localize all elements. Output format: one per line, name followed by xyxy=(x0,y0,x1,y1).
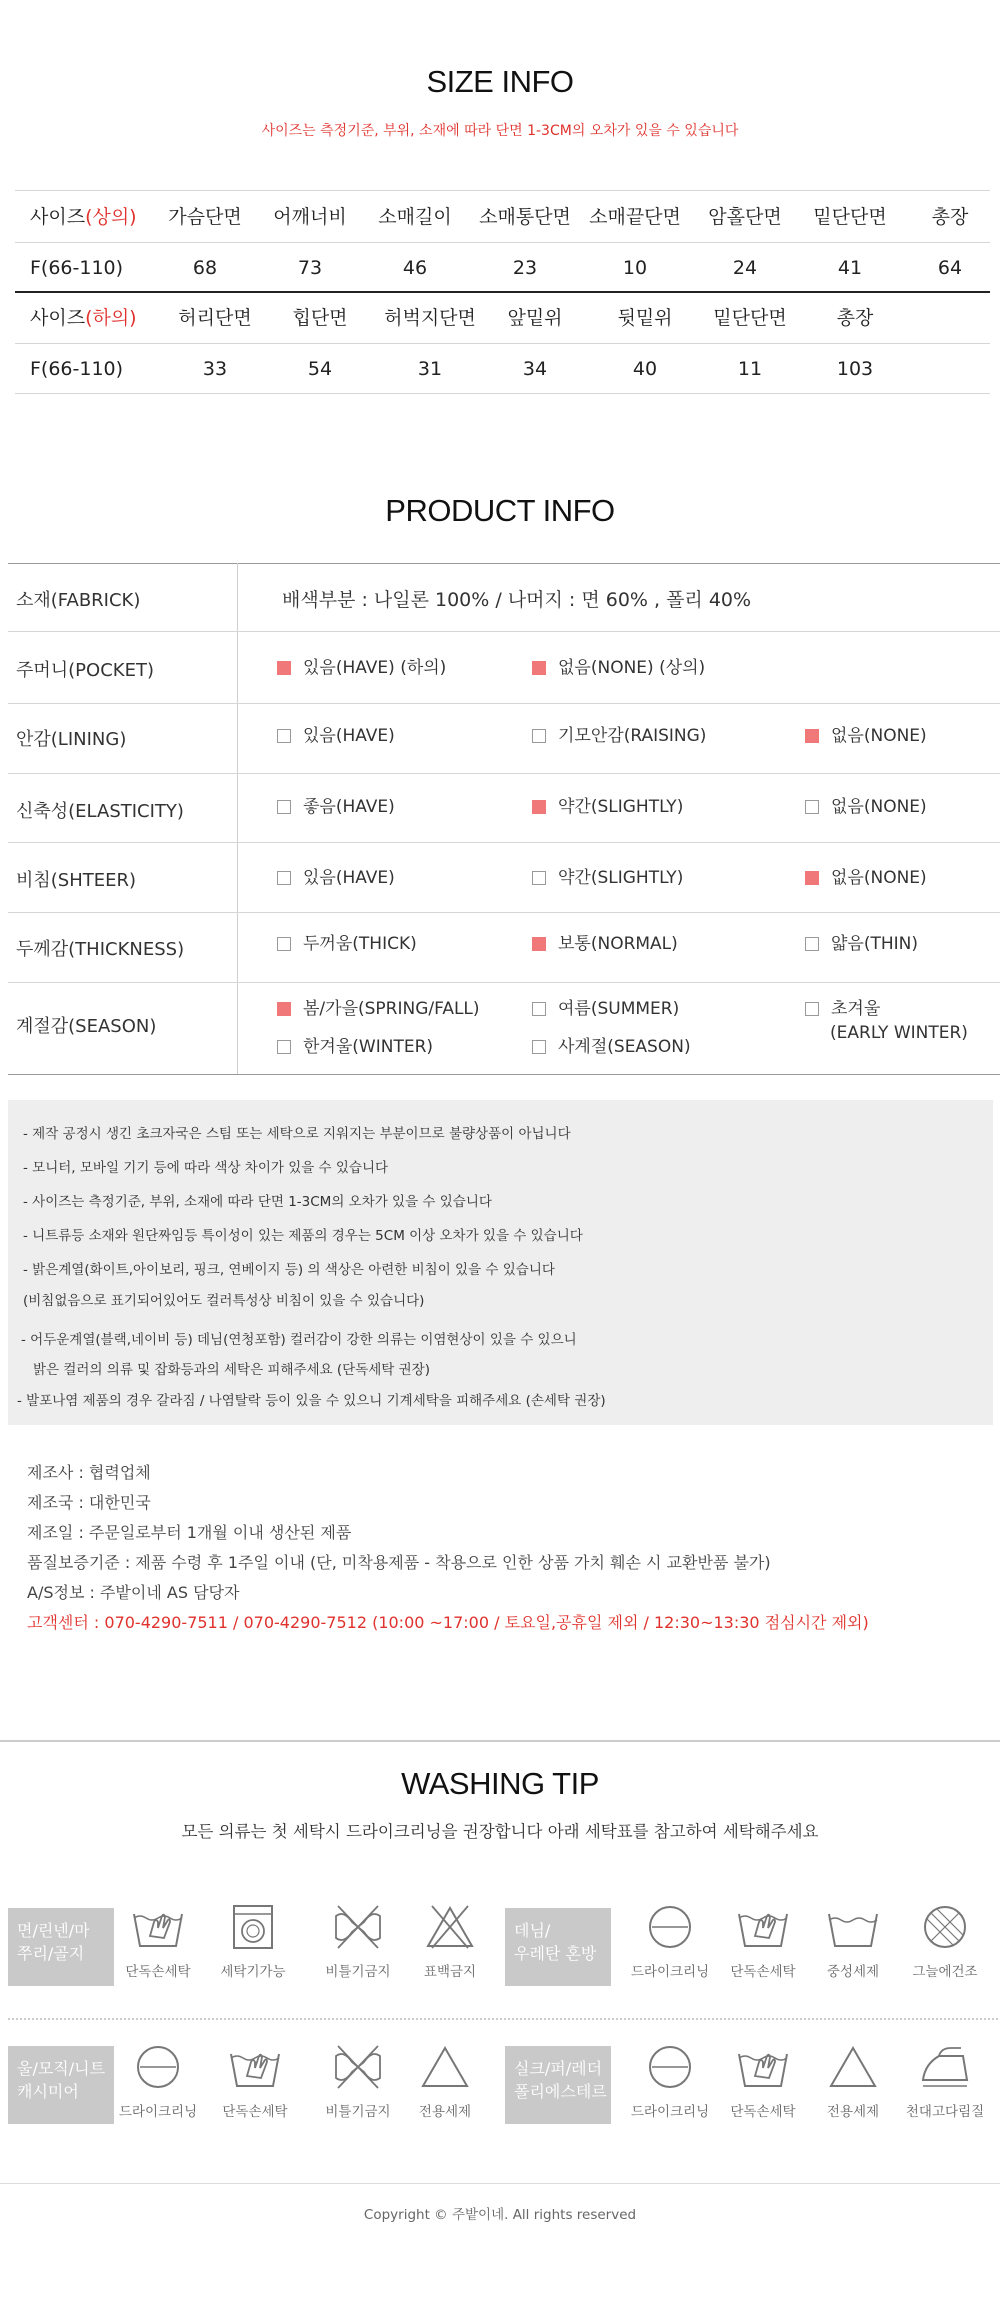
header-cell: 총장 xyxy=(931,206,969,228)
divider xyxy=(15,393,990,394)
no-wring-icon xyxy=(330,1902,386,1952)
notice-line: 밝은 컬러의 의류 및 잡화등과의 세탁은 피해주세요 (단독세탁 권장) xyxy=(33,1362,430,1378)
size-info-title: SIZE INFO xyxy=(426,64,574,99)
season-option-spring-fall[interactable]: 봄/가을(SPRING/FALL) xyxy=(277,997,480,1021)
notice-line: - 사이즈는 측정기준, 부위, 소재에 따라 단면 1-3CM의 오차가 있을 수 있습니다 xyxy=(23,1194,492,1210)
wash-item: 표백금지 xyxy=(405,1902,495,1980)
fabric-label: 소재(FABRICK) xyxy=(16,590,141,611)
wash-item: 비틀기금지 xyxy=(313,2042,403,2120)
value-cell: 33 xyxy=(202,358,228,380)
product-info-title: PRODUCT INFO xyxy=(385,493,615,528)
notice-line: - 밝은계열(화이트,아이보리, 핑크, 연베이지 등) 의 색상은 아련한 비침이 있을 수 있습니다 xyxy=(23,1262,555,1278)
notice-line: (비침없음으로 표기되어있어도 컬러특성상 비침이 있을 수 있습니다) xyxy=(23,1293,425,1309)
dotted-divider xyxy=(8,2018,998,2020)
sheer-option-have[interactable]: 있음(HAVE) xyxy=(277,866,395,890)
sheer-option-none[interactable]: 없음(NONE) xyxy=(805,866,927,890)
checkbox-checked[interactable] xyxy=(532,937,546,951)
wash-item: 단독손세탁 xyxy=(718,2042,808,2120)
value-cell: 68 xyxy=(192,257,218,279)
wash-category-denim: 데님/ 우레탄 혼방 xyxy=(505,1908,611,1986)
divider xyxy=(8,631,1000,632)
pocket-option-have[interactable]: 있음(HAVE) (하의) xyxy=(277,656,446,680)
hand-wash-icon xyxy=(130,1902,186,1952)
header-cell: 총장 xyxy=(836,307,874,329)
checkbox-checked[interactable] xyxy=(532,661,546,675)
triangle-icon xyxy=(825,2042,881,2092)
value-cell: 46 xyxy=(402,257,428,279)
season-label: 계절감(SEASON) xyxy=(16,1016,157,1037)
mfg-cs: 고객센터 : 070-4290-7511 / 070-4290-7512 (10:00 ~17:00 / 토요일,공휴일 제외 / 12:30~13:30 점심시간 제외) xyxy=(27,1613,869,1632)
lining-label: 안감(LINING) xyxy=(16,729,127,750)
dry-clean-icon xyxy=(642,1902,698,1952)
season-option-summer[interactable]: 여름(SUMMER) xyxy=(532,997,679,1021)
header-cell: 허벅지단면 xyxy=(384,307,476,329)
divider xyxy=(8,563,1000,564)
header-cell: 소매끝단면 xyxy=(589,206,681,228)
lining-option-have[interactable]: 있음(HAVE) xyxy=(277,724,395,748)
header-cell: 가슴단면 xyxy=(168,206,242,228)
checkbox[interactable] xyxy=(277,729,291,743)
wash-item: 중성세제 xyxy=(808,1902,898,1980)
checkbox[interactable] xyxy=(532,871,546,885)
triangle-icon xyxy=(417,2042,473,2092)
divider xyxy=(0,2183,1000,2184)
size-top-label: 사이즈(상의) xyxy=(30,206,137,228)
checkbox[interactable] xyxy=(532,1002,546,1016)
wash-category-cotton: 면/린넨/마 쭈리/골지 xyxy=(8,1908,114,1986)
thickness-label: 두께감(THICKNESS) xyxy=(16,939,185,960)
divider xyxy=(8,842,1000,843)
notice-line: - 어두운계열(블랙,네이비 등) 데님(연청포함) 컬러감이 강한 의류는 이염현상이 있을 수 있으니 xyxy=(21,1332,577,1348)
mfg-country: 제조국 : 대한민국 xyxy=(27,1493,151,1512)
checkbox-checked[interactable] xyxy=(805,729,819,743)
hand-wash-icon xyxy=(227,2042,283,2092)
size-top-value-row xyxy=(15,243,990,293)
checkbox-checked[interactable] xyxy=(277,661,291,675)
notice-line: - 니트류등 소재와 원단짜임등 특이성이 있는 제품의 경우는 5CM 이상 오차가 있을 수 있습니다 xyxy=(23,1228,583,1244)
checkbox[interactable] xyxy=(532,1040,546,1054)
wash-item: 단독손세탁 xyxy=(718,1902,808,1980)
size-top-header-row xyxy=(15,192,990,242)
header-cell: 힙단면 xyxy=(292,307,348,329)
wash-item: 비틀기금지 xyxy=(313,1902,403,1980)
size-value: F(66-110) xyxy=(30,358,124,380)
header-cell: 뒷밑위 xyxy=(617,307,673,329)
pocket-label: 주머니(POCKET) xyxy=(16,660,154,681)
checkbox[interactable] xyxy=(805,1002,819,1016)
thickness-option-thin[interactable]: 얇음(THIN) xyxy=(805,932,918,956)
wash-category-silk: 실크/퍼/레더 폴리에스테르 xyxy=(505,2046,611,2124)
shade-dry-icon xyxy=(917,1902,973,1952)
checkbox-checked[interactable] xyxy=(532,800,546,814)
mfg-warranty: 품질보증기준 : 제품 수령 후 1주일 이내 (단, 미착용제품 - 착용으로 인한 상품 가치 훼손 시 교환반품 불가) xyxy=(27,1553,771,1572)
washing-subtitle: 모든 의류는 첫 세탁시 드라이크리닝을 권장합니다 아래 세탁표를 참고하여 세탁해주세요 xyxy=(181,1822,819,1841)
washing-title: WASHING TIP xyxy=(401,1766,599,1801)
thickness-option-thick[interactable]: 두꺼움(THICK) xyxy=(277,932,417,956)
size-bottom-header-row xyxy=(15,293,990,343)
divider xyxy=(0,1740,1000,1742)
checkbox[interactable] xyxy=(277,871,291,885)
wash-item: 세탁기가능 xyxy=(208,1902,298,1980)
header-cell: 암홀단면 xyxy=(708,206,782,228)
lining-option-none[interactable]: 없음(NONE) xyxy=(805,724,927,748)
value-cell: 11 xyxy=(737,358,763,380)
mfg-as: A/S정보 : 주밭이네 AS 담당자 xyxy=(27,1583,240,1602)
checkbox[interactable] xyxy=(532,729,546,743)
thickness-option-normal[interactable]: 보통(NORMAL) xyxy=(532,932,678,956)
size-bottom-label: 사이즈(하의) xyxy=(30,307,137,329)
notice-line: - 모니터, 모바일 기기 등에 따라 색상 차이가 있을 수 있습니다 xyxy=(23,1160,389,1176)
mfg-maker: 제조사 : 협력업체 xyxy=(27,1463,151,1482)
header-cell: 소매길이 xyxy=(378,206,452,228)
notice-box xyxy=(8,1100,993,1425)
season-option-all[interactable]: 사계절(SEASON) xyxy=(532,1035,691,1059)
wash-item: 단독손세탁 xyxy=(113,1902,203,1980)
hand-wash-icon xyxy=(735,2042,791,2092)
column-divider xyxy=(237,563,238,1075)
elasticity-option-have[interactable]: 좋음(HAVE) xyxy=(277,795,395,819)
hand-wash-icon xyxy=(735,1902,791,1952)
checkbox[interactable] xyxy=(277,1040,291,1054)
wash-item: 전용세제 xyxy=(808,2042,898,2120)
value-cell: 64 xyxy=(937,257,963,279)
header-cell: 소매통단면 xyxy=(479,206,571,228)
pocket-option-none[interactable]: 없음(NONE) (상의) xyxy=(532,656,705,680)
elasticity-option-slightly[interactable]: 약간(SLIGHTLY) xyxy=(532,795,683,819)
checkbox[interactable] xyxy=(805,800,819,814)
divider xyxy=(8,773,1000,774)
elasticity-option-none[interactable]: 없음(NONE) xyxy=(805,795,927,819)
fabric-value: 배색부분 : 나일론 100% / 나머지 : 면 60% , 폴리 40% xyxy=(282,589,752,611)
value-cell: 10 xyxy=(622,257,648,279)
divider xyxy=(8,982,1000,983)
header-cell: 앞밑위 xyxy=(507,307,563,329)
mfg-date: 제조일 : 주문일로부터 1개월 이내 생산된 제품 xyxy=(27,1523,352,1542)
wash-item: 드라이크리닝 xyxy=(625,2042,715,2120)
header-cell: 어깨너비 xyxy=(273,206,347,228)
size-value: F(66-110) xyxy=(30,257,124,279)
value-cell: 73 xyxy=(297,257,323,279)
checkbox[interactable] xyxy=(277,937,291,951)
neutral-detergent-icon xyxy=(825,1902,881,1952)
sheer-option-slightly[interactable]: 약간(SLIGHTLY) xyxy=(532,866,683,890)
header-cell: 밑단단면 xyxy=(813,206,887,228)
divider xyxy=(8,912,1000,913)
iron-icon xyxy=(917,2042,973,2092)
header-cell: 밑단단면 xyxy=(713,307,787,329)
value-cell: 40 xyxy=(632,358,658,380)
dry-clean-icon xyxy=(642,2042,698,2092)
no-bleach-icon xyxy=(422,1902,478,1952)
wash-item: 천대고다림질 xyxy=(900,2042,990,2120)
copyright: Copyright © 주밭이네. All rights reserved xyxy=(363,2207,637,2223)
season-option-early-winter[interactable]: 초겨울 xyxy=(805,997,880,1021)
value-cell: 31 xyxy=(417,358,443,380)
wash-category-wool: 울/모직/니트 캐시미어 xyxy=(8,2046,114,2124)
checkbox-checked[interactable] xyxy=(805,871,819,885)
lining-option-raising[interactable]: 기모안감(RAISING) xyxy=(532,724,706,748)
header-cell: 허리단면 xyxy=(178,307,252,329)
checkbox[interactable] xyxy=(277,800,291,814)
washing-machine-icon xyxy=(225,1902,281,1952)
value-cell: 23 xyxy=(512,257,538,279)
elasticity-label: 신축성(ELASTICITY) xyxy=(16,801,184,822)
value-cell: 41 xyxy=(837,257,863,279)
checkbox[interactable] xyxy=(805,937,819,951)
wash-item: 전용세제 xyxy=(400,2042,490,2120)
divider xyxy=(8,1074,1000,1075)
checkbox-checked[interactable] xyxy=(277,1002,291,1016)
divider xyxy=(15,190,990,191)
no-wring-icon xyxy=(330,2042,386,2092)
wash-item: 그늘에건조 xyxy=(900,1902,990,1980)
size-bottom-value-row xyxy=(15,344,990,394)
value-cell: 103 xyxy=(836,358,874,380)
sheer-label: 비침(SHTEER) xyxy=(16,870,137,891)
value-cell: 54 xyxy=(307,358,333,380)
season-option-winter[interactable]: 한겨울(WINTER) xyxy=(277,1035,433,1059)
wash-item: 단독손세탁 xyxy=(210,2042,300,2120)
wash-item: 드라이크리닝 xyxy=(625,1902,715,1980)
divider xyxy=(8,703,1000,704)
dry-clean-icon xyxy=(130,2042,186,2092)
notice-line: - 발포나염 제품의 경우 갈라짐 / 나염탈락 등이 있을 수 있으니 기계세탁을 피해주세요 (손세탁 권장) xyxy=(17,1393,606,1409)
value-cell: 24 xyxy=(732,257,758,279)
value-cell: 34 xyxy=(522,358,548,380)
season-early-winter-sub: (EARLY WINTER) xyxy=(830,1023,968,1043)
size-note: 사이즈는 측정기준, 부위, 소재에 따라 단면 1-3CM의 오차가 있을 수 있습니다 xyxy=(261,123,739,139)
wash-item: 드라이크리닝 xyxy=(113,2042,203,2120)
notice-line: - 제작 공정시 생긴 초크자국은 스팀 또는 세탁으로 지워지는 부분이므로 불량상품이 아닙니다 xyxy=(23,1126,571,1142)
